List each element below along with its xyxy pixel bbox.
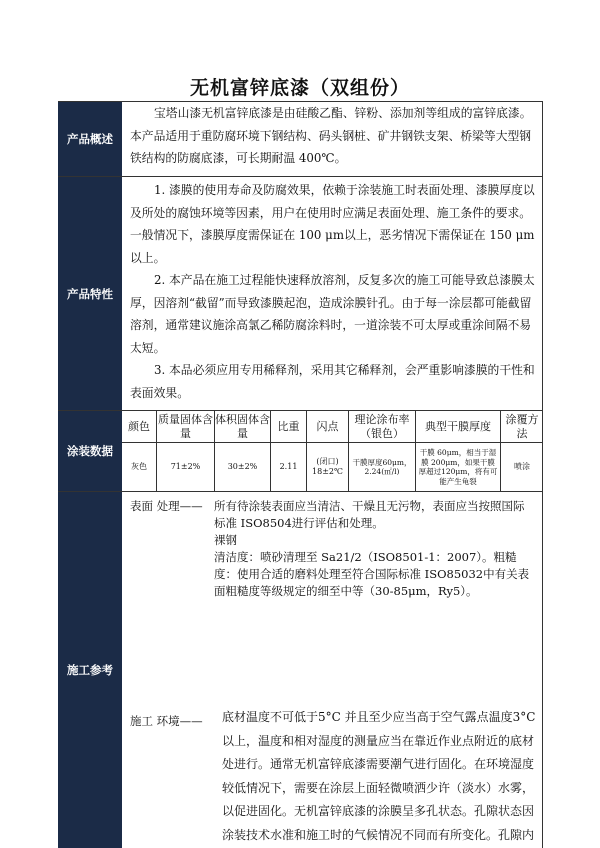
features-body (122, 177, 543, 410)
overview-row (58, 102, 543, 176)
table-header-cell: 闪点 (316, 419, 339, 433)
overview-text: 宝塔山漆无机富锌底漆是由硅酸乙酯、锌粉、添加剂等组成的富锌底漆。本产品适用于重防腐环境下钢结构、码头钢桩、矿井钢铁支架、桥梁等大型钢铁结构的防腐底漆，可长期耐温 400℃。 (130, 106, 532, 165)
table-cell: 30±2% (227, 462, 258, 471)
feature-paragraph-2: 2. 本产品在施工过程能快速释放溶剂，反复多次的施工可能导致总漆膜太厚，因溶剂“截留”而导致漆膜起泡，造成涂膜针孔。由于每一涂层都可能截留溶剂，通常建议施涂高氯乙稀防腐涂料时，一道涂装不可太厚或重涂间隔不易太短。 (130, 273, 535, 355)
page-title: 无机富锌底漆（双组份） (189, 77, 410, 99)
coating-label: 涂装数据 (58, 411, 122, 491)
coating-row (58, 411, 543, 491)
feature-paragraph-3: 3. 本品必须应用专用稀释剂，采用其它稀释剂，会严重影响漆膜的干性和表面效果。 (130, 363, 535, 400)
product-sheet (58, 101, 543, 848)
table-header-cell: 质量固体含量 (158, 412, 213, 440)
features-row (58, 177, 543, 410)
table-cell: 喷涂 (514, 462, 530, 471)
surface-detail: 清洁度：喷砂清理至 Sa21/2（ISO8501-1：2007）。粗糙度：使用合适的磨料处理至符合国际标准 ISO85032中有关表面粗糙度等级规定的细至中等（30-85μm，Ry5）。 (214, 550, 530, 598)
table-cell: 干膜厚度60μm，2.24(㎡/l) (352, 457, 412, 476)
table-header-cell: 体积固体含量 (215, 412, 270, 440)
construction-row (58, 492, 543, 848)
features-label: 产品特性 (58, 177, 122, 410)
table-header-cell: 理论涂布率（银色） (354, 412, 410, 440)
construction-label: 施工参考 (58, 492, 122, 848)
environment-text: 底材温度不可低于5°C 并且至少应当高于空气露点温度3°C以上，温度和相对湿度的测量应当在靠近作业点附近的底材处进行。通常无机富锌底漆需要潮气进行固化。在环境湿度较低情况下，需要在涂层上面轻微喷洒少许（淡水）水雾，以促进固化。无机富锌底漆的涂膜呈多孔状态。孔隙状态因涂装技术水准和施工时的气候情况不同而有所变化。孔隙内 (222, 710, 536, 842)
overview-label: 产品概述 (58, 102, 122, 176)
table-cell: 2.11 (279, 462, 298, 471)
surface-key: 表面 处理—— (130, 499, 203, 513)
table-cell: 灰色 (131, 462, 147, 471)
table-header-cell: 涂覆方法 (505, 412, 539, 440)
surface-subhead: 裸钢 (214, 533, 237, 547)
coating-table (122, 411, 543, 491)
environment-key: 施工 环境—— (130, 714, 203, 728)
surface-text: 所有待涂装表面应当清洁、干燥且无污物，表面应当按照国际标准 ISO8504进行评估和处理。 (214, 499, 525, 530)
table-cell: 71±2% (170, 462, 201, 471)
feature-paragraph-1: 1. 漆膜的使用寿命及防腐效果，依赖于涂装施工时表面处理、漆膜厚度以及所处的腐蚀环境等因素，用户在使用时应满足表面处理、施工条件的要求。一般情况下，漆膜厚度需保证在 100 μm以上，恶劣情况下需保证在 150 μm以上。 (130, 183, 535, 265)
table-cell: (闭口) 18±2℃ (312, 457, 343, 476)
table-header-cell: 比重 (277, 419, 300, 433)
table-header-cell: 典型干膜厚度 (425, 419, 491, 433)
table-header-cell: 颜色 (128, 419, 150, 433)
overview-body (122, 102, 543, 176)
table-cell: 干膜 60μm，相当于湿膜 200μm，如果干膜厚超过120μm，将有可能产生龟裂 (418, 448, 498, 486)
construction-body (122, 492, 543, 848)
